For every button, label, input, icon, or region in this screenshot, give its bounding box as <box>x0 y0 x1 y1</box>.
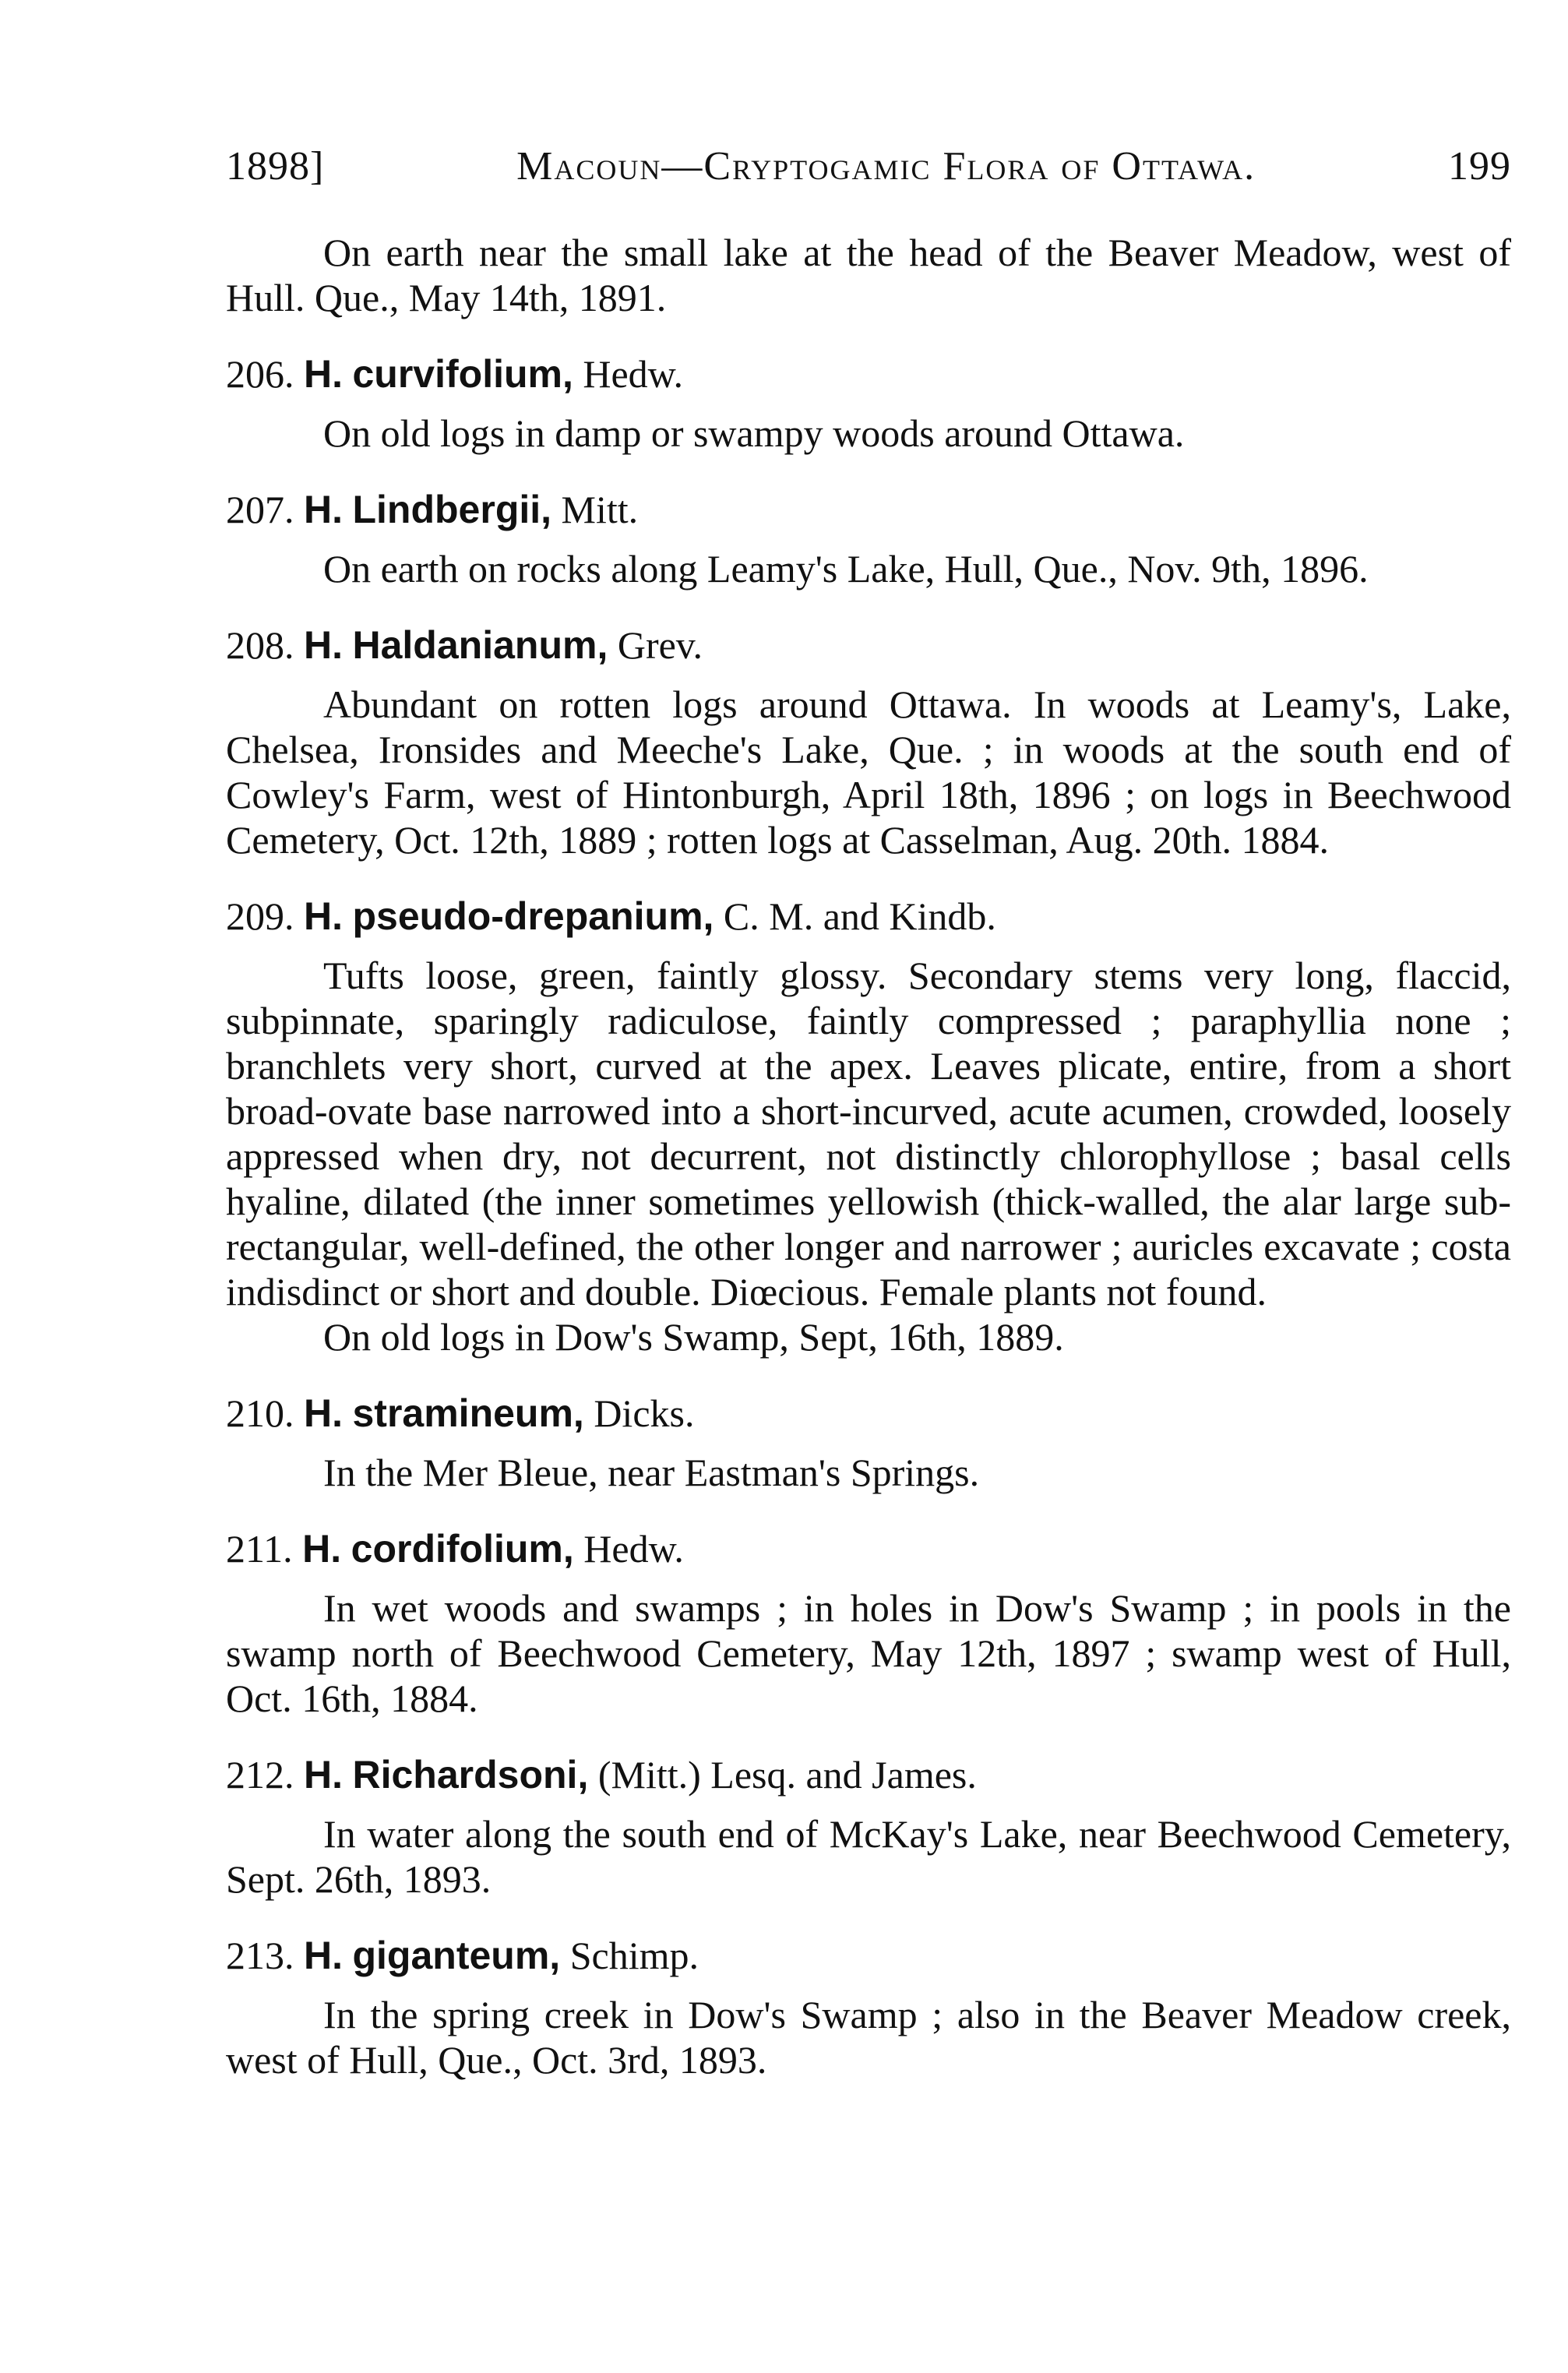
entry-heading <box>226 1391 1511 1436</box>
species-entry <box>226 351 1511 456</box>
entry-paragraph: In the spring creek in Dow's Swamp ; also in the Beaver Meadow creek, west of Hull, Que., Oct. 3rd, 1893. <box>226 1993 1511 2082</box>
entry-species: Lindbergii, <box>352 488 552 531</box>
entry-authority: Hedw. <box>583 1527 684 1571</box>
entry-genus: H. <box>304 1934 343 1977</box>
book-page <box>226 144 1511 2082</box>
entry-paragraph: Tufts loose, green, faintly glossy. Secondary stems very long, flaccid, subpinnate, sparingly radiculose, faintly compressed ; paraphyllia none ; branchlets very short, curved at the apex. Leaves plicate, entire, from a short broad-ovate base narrowed into a short-incurved, acute acumen, crowded, loosely appressed when dry, not decurrent, not distinctly chlorophyllose ; basal cells hyaline, dilated (the inner sometimes yellowish (thick-walled, the alar large sub-rectangular, well-defined, the other longer and narrower ; auricles excavate ; costa indisdinct or short and double. Diœcious. Female plants not found. <box>226 954 1511 1313</box>
entry-heading <box>226 1752 1511 1797</box>
page-number: 199 <box>1448 144 1511 189</box>
entry-species: pseudo-drepanium, <box>352 894 714 938</box>
entry-genus: H. <box>302 1527 342 1571</box>
entry-number: 212. <box>226 1753 294 1796</box>
entry-paragraph: On old logs in Dow's Swamp, Sept, 16th, 1889. <box>323 1315 1064 1359</box>
entry-number: 208. <box>226 623 294 667</box>
entry-genus: H. <box>304 1753 343 1796</box>
entry-number: 210. <box>226 1391 294 1435</box>
species-entry <box>226 1933 1511 2082</box>
species-entry <box>226 622 1511 862</box>
species-entry <box>226 487 1511 591</box>
entry-genus: H. <box>304 894 343 938</box>
entry-authority: (Mitt.) Lesq. and James. <box>597 1753 977 1796</box>
entry-authority: Dicks. <box>594 1391 695 1435</box>
entry-number: 209. <box>226 894 294 938</box>
entry-number: 207. <box>226 488 294 531</box>
running-head <box>226 144 1511 189</box>
entry-species: Haldanianum, <box>352 623 608 667</box>
entry-genus: H. <box>304 1391 343 1435</box>
entry-paragraph: On old logs in damp or swampy woods around Ottawa. <box>323 411 1185 455</box>
entry-paragraph: In wet woods and swamps ; in holes in Dow's Swamp ; in pools in the swamp north of Beechwood Cemetery, May 12th, 1897 ; swamp west of Hull, Oct. 16th, 1884. <box>226 1586 1511 1720</box>
entry-paragraph: In water along the south end of McKay's Lake, near Beechwood Cemetery, Sept. 26th, 1893. <box>226 1812 1511 1901</box>
entry-number: 206. <box>226 352 294 396</box>
entry-authority: Hedw. <box>583 352 684 396</box>
entry-authority: Schimp. <box>569 1934 699 1977</box>
intro-paragraph: On earth near the small lake at the head of the Beaver Meadow, west of Hull. Que., May 14th, 1891. <box>226 231 1511 319</box>
species-entry <box>226 1752 1511 1902</box>
header-title: Macoun—Cryptogamic Flora of Ottawa. <box>516 144 1256 189</box>
entry-genus: H. <box>304 352 343 396</box>
entry-authority: Mitt. <box>561 488 639 531</box>
entry-authority: Grev. <box>617 623 703 667</box>
entry-paragraph: Abundant on rotten logs around Ottawa. In woods at Leamy's, Lake, Chelsea, Ironsides and Meeche's Lake, Que. ; in woods at the south end of Cowley's Farm, west of Hintonburgh, April 18th, 1896 ; on logs in Beechwood Cemetery, Oct. 12th, 1889 ; rotten logs at Casselman, Aug. 20th. 1884. <box>226 682 1511 862</box>
entry-species: cordifolium, <box>351 1527 574 1571</box>
entry-number: 211. <box>226 1527 293 1571</box>
entry-heading <box>226 1526 1511 1571</box>
species-entry <box>226 894 1511 1359</box>
entry-species: Richardsoni, <box>352 1753 589 1796</box>
entry-authority: C. M. and Kindb. <box>723 894 996 938</box>
entry-heading <box>226 622 1511 668</box>
entry-heading <box>226 1933 1511 1978</box>
header-year: 1898] <box>226 144 325 189</box>
entry-number: 213. <box>226 1934 294 1977</box>
species-entry <box>226 1526 1511 1721</box>
entry-species: stramineum, <box>352 1391 584 1435</box>
entry-paragraph: In the Mer Bleue, near Eastman's Springs. <box>323 1451 980 1494</box>
species-entry <box>226 1391 1511 1495</box>
entry-genus: H. <box>304 488 343 531</box>
entry-genus: H. <box>304 623 343 667</box>
entry-heading <box>226 487 1511 532</box>
entry-species: giganteum, <box>352 1934 561 1977</box>
entry-heading <box>226 894 1511 939</box>
entry-heading <box>226 351 1511 397</box>
entry-species: curvifolium, <box>352 352 573 396</box>
entry-paragraph: On earth on rocks along Leamy's Lake, Hull, Que., Nov. 9th, 1896. <box>323 547 1369 591</box>
